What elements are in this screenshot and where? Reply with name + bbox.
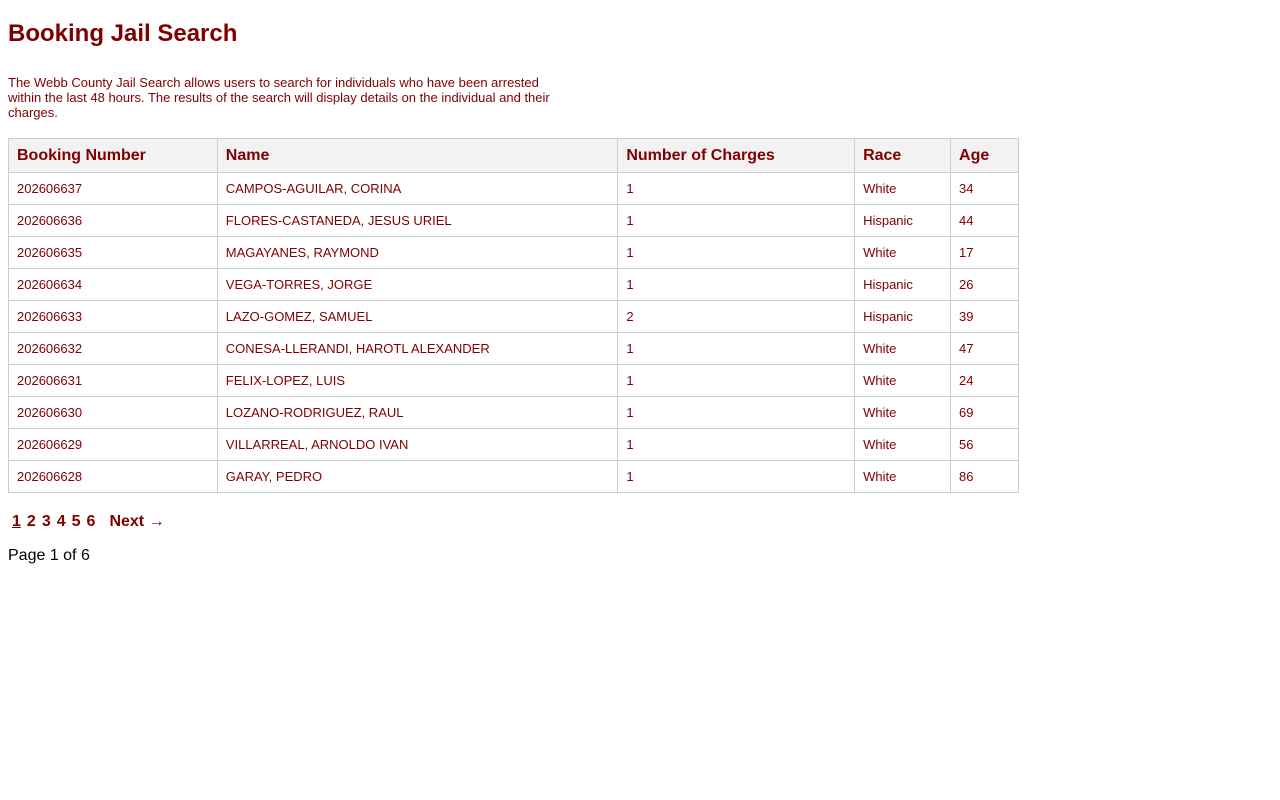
column-header-name[interactable]: Name [217, 139, 618, 173]
number-of-charges-cell: 1 [618, 333, 855, 365]
name-cell: FELIX-LOPEZ, LUIS [217, 365, 618, 397]
race-cell: Hispanic [855, 269, 951, 301]
table-row[interactable] [9, 461, 1019, 493]
age-cell: 39 [951, 301, 1019, 333]
page-description: The Webb County Jail Search allows users to search for individuals who have been arrested within the last 48 hours. The results of the search will display details on the individual and their charges. [8, 75, 550, 120]
booking-number-cell: 202606636 [9, 205, 218, 237]
race-cell: White [855, 429, 951, 461]
age-cell: 24 [951, 365, 1019, 397]
page-link-6[interactable]: 6 [86, 513, 96, 530]
table-row[interactable] [9, 173, 1019, 205]
booking-number-cell: 202606633 [9, 301, 218, 333]
booking-number-cell: 202606628 [9, 461, 218, 493]
table-row[interactable] [9, 269, 1019, 301]
booking-number-cell: 202606631 [9, 365, 218, 397]
race-cell: White [855, 365, 951, 397]
booking-number-cell: 202606632 [9, 333, 218, 365]
number-of-charges-cell: 1 [618, 269, 855, 301]
table-row[interactable] [9, 301, 1019, 333]
table-row[interactable] [9, 429, 1019, 461]
table-row[interactable] [9, 205, 1019, 237]
booking-number-cell: 202606634 [9, 269, 218, 301]
number-of-charges-cell: 1 [618, 429, 855, 461]
age-cell: 44 [951, 205, 1019, 237]
page-link-5[interactable]: 5 [71, 513, 81, 530]
number-of-charges-cell: 1 [618, 173, 855, 205]
pagination [8, 513, 1272, 531]
race-cell: Hispanic [855, 205, 951, 237]
table-row[interactable] [9, 397, 1019, 429]
race-cell: White [855, 173, 951, 205]
age-cell: 56 [951, 429, 1019, 461]
name-cell: GARAY, PEDRO [217, 461, 618, 493]
table-row[interactable] [9, 333, 1019, 365]
race-cell: Hispanic [855, 301, 951, 333]
table-row[interactable] [9, 365, 1019, 397]
number-of-charges-cell: 1 [618, 365, 855, 397]
number-of-charges-cell: 1 [618, 205, 855, 237]
name-cell: CONESA-LLERANDI, HAROTL ALEXANDER [217, 333, 618, 365]
age-cell: 69 [951, 397, 1019, 429]
name-cell: CAMPOS-AGUILAR, CORINA [217, 173, 618, 205]
number-of-charges-cell: 2 [618, 301, 855, 333]
column-header-number-of-charges[interactable]: Number of Charges [618, 139, 855, 173]
age-cell: 34 [951, 173, 1019, 205]
page-link-2[interactable]: 2 [26, 513, 36, 530]
name-cell: FLORES-CASTANEDA, JESUS URIEL [217, 205, 618, 237]
number-of-charges-cell: 1 [618, 461, 855, 493]
booking-number-cell: 202606637 [9, 173, 218, 205]
booking-number-cell: 202606635 [9, 237, 218, 269]
race-cell: White [855, 461, 951, 493]
column-header-race[interactable]: Race [855, 139, 951, 173]
number-of-charges-cell: 1 [618, 237, 855, 269]
column-header-age[interactable]: Age [951, 139, 1019, 173]
booking-number-cell: 202606630 [9, 397, 218, 429]
age-cell: 26 [951, 269, 1019, 301]
table-header-row [9, 139, 1019, 173]
number-of-charges-cell: 1 [618, 397, 855, 429]
page-link-1[interactable]: 1 [12, 513, 21, 530]
name-cell: VEGA-TORRES, JORGE [217, 269, 618, 301]
page-title: Booking Jail Search [8, 20, 238, 47]
booking-table [8, 138, 1019, 493]
column-header-booking-number[interactable]: Booking Number [9, 139, 218, 173]
name-cell: MAGAYANES, RAYMOND [217, 237, 618, 269]
page-link-3[interactable]: 3 [41, 513, 51, 530]
race-cell: White [855, 397, 951, 429]
name-cell: VILLARREAL, ARNOLDO IVAN [217, 429, 618, 461]
table-body [9, 173, 1019, 493]
age-cell: 47 [951, 333, 1019, 365]
page-link-4[interactable]: 4 [56, 513, 66, 530]
name-cell: LOZANO-RODRIGUEZ, RAUL [217, 397, 618, 429]
age-cell: 17 [951, 237, 1019, 269]
table-row[interactable] [9, 237, 1019, 269]
age-cell: 86 [951, 461, 1019, 493]
race-cell: White [855, 333, 951, 365]
race-cell: White [855, 237, 951, 269]
next-page-link[interactable]: Next → [109, 513, 165, 530]
name-cell: LAZO-GOMEZ, SAMUEL [217, 301, 618, 333]
page-status: Page 1 of 6 [8, 547, 90, 564]
booking-number-cell: 202606629 [9, 429, 218, 461]
